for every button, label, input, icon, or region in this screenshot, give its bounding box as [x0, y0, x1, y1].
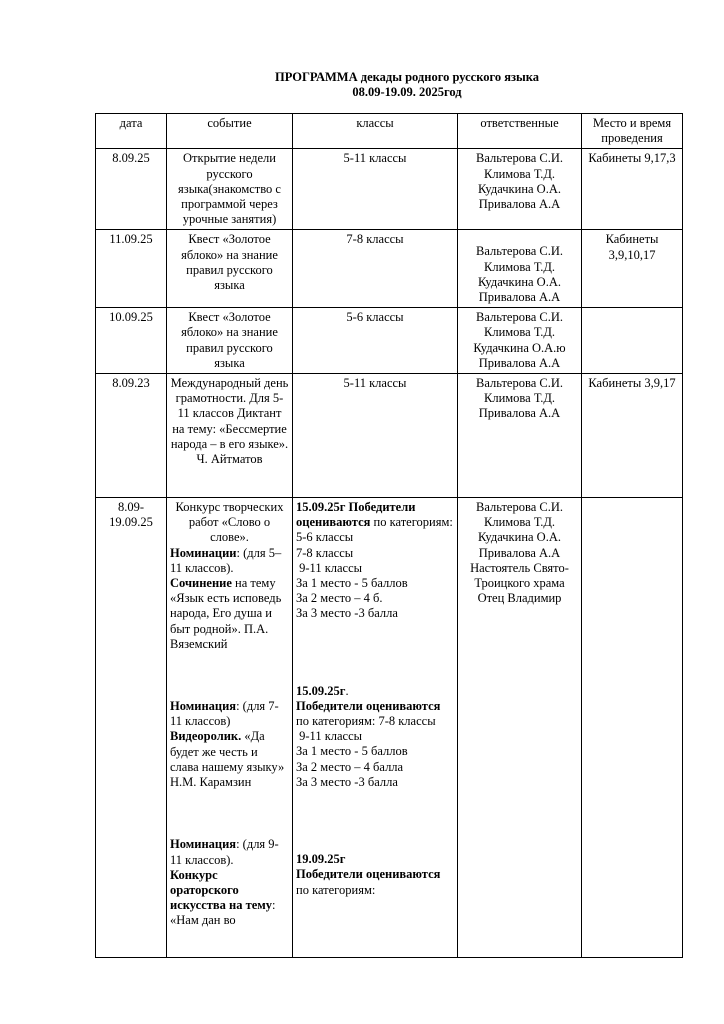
oratory-label: Конкурс ораторского искусства на тему	[170, 867, 273, 913]
responsible-person: Привалова А.А	[478, 197, 561, 212]
row-classes: 5-11 классы	[293, 374, 458, 498]
table-row	[96, 149, 683, 230]
category-line: 7-8 классы	[296, 545, 354, 560]
nomination-essay: Номинации: (для 5–11 классов).	[170, 545, 282, 575]
row-place	[582, 308, 683, 374]
row-classes: 5-11 классы	[293, 149, 458, 230]
category-line: За 2 место – 4 б.	[296, 591, 383, 606]
row-event: Квест «Золотое яблоко» на знание правил русского языка	[167, 230, 293, 308]
row-responsible	[458, 374, 582, 498]
category-line: За 3 место -3 балла	[296, 606, 398, 621]
category-block-3-date: 19.09.25г	[296, 852, 346, 867]
essay-label: Сочинение	[170, 576, 232, 591]
table-header-row	[96, 114, 683, 149]
header-event: событие	[167, 114, 293, 149]
table-row	[96, 308, 683, 374]
category-line: За 2 место – 4 балла	[296, 759, 404, 774]
responsible-person: Климова Т.Д.	[484, 325, 555, 340]
responsible-person: Кудачкина О.А.	[478, 181, 561, 196]
header-responsible: ответственные	[458, 114, 582, 149]
table-row	[96, 230, 683, 308]
responsible-person: Привалова А.А	[478, 355, 561, 370]
row-responsible	[458, 149, 582, 230]
nomination-oratory: Номинация: (для 9-11 классов).	[170, 837, 279, 867]
row-place: Кабинеты 3,9,10,17	[582, 230, 683, 308]
contest-responsible	[458, 498, 582, 958]
row-date: 8.09.23	[96, 374, 167, 498]
responsible-person: Вальтерова С.И.	[476, 310, 563, 325]
row-date: 11.09.25	[96, 230, 167, 308]
responsible-person: Климова Т.Д.	[484, 259, 555, 274]
responsible-person: Кудачкина О.А.ю	[473, 340, 566, 355]
category-line: 9-11 классы	[296, 729, 363, 744]
row-event: Открытие недели русского языка(знакомство с программой через урочные занятия)	[167, 149, 293, 230]
row-event: Международный день грамотности. Для 5-11 классов Диктант на тему: «Бессмертие народа – в его языке». Ч. Айтматов	[167, 374, 293, 498]
contest-classes	[293, 498, 458, 958]
video-topic: Видеоролик. «Да будет же честь и слава нашему языку» Н.М. Карамзин	[170, 729, 285, 790]
header-date: дата	[96, 114, 167, 149]
category-line: За 1 место - 5 баллов	[296, 576, 408, 591]
row-date: 8.09.25	[96, 149, 167, 230]
category-line: 9-11 классы	[296, 560, 363, 575]
responsible-person: Кудачкина О.А.	[478, 274, 561, 289]
nomination-label: Номинация	[170, 837, 237, 852]
row-date: 10.09.25	[96, 308, 167, 374]
responsible-person: Климова Т.Д.	[484, 515, 555, 530]
responsible-person: Привалова А.А	[478, 290, 561, 305]
responsible-person: Климова Т.Д.	[484, 166, 555, 181]
row-responsible	[458, 308, 582, 374]
responsible-person: Отец Владимир	[477, 591, 562, 606]
category-block-2: Победители оцениваются по категориям: 7-8 классы	[296, 698, 441, 729]
responsible-person: Климова Т.Д.	[484, 391, 555, 406]
responsible-person: Привалова А.А	[478, 406, 561, 421]
header-place: Место и время проведения	[582, 114, 683, 149]
row-responsible	[458, 230, 582, 308]
responsible-person: Вальтерова С.И.	[476, 151, 563, 166]
document-title	[0, 70, 724, 100]
responsible-person: Привалова А.А	[478, 545, 561, 560]
category-line: За 3 место -3 балла	[296, 774, 398, 789]
responsible-person: Кудачкина О.А.	[478, 530, 561, 545]
category-block-3: Победители оцениваются по категориям:	[296, 867, 441, 897]
oratory-topic: Конкурс ораторского искусства на тему: «Нам дан во	[170, 867, 276, 928]
nomination-label: Номинации	[170, 545, 237, 560]
responsible-person: Вальтерова С.И.	[476, 244, 563, 259]
contest-event	[167, 498, 293, 958]
responsible-person: Вальтерова С.И.	[476, 376, 563, 391]
program-table	[95, 113, 683, 958]
category-block-1: 15.09.25г Победители оцениваются по категориям:	[296, 500, 453, 530]
contest-date: 8.09-19.09.25	[96, 498, 167, 958]
essay-topic: Сочинение на тему «Язык есть исповедь народа, Его душа и быт родной». П.А. Вяземский	[170, 576, 282, 651]
title-line-2: 08.09-19.09. 2025год	[352, 85, 462, 99]
category-block-2-date: 15.09.25г.	[296, 683, 349, 698]
contest-intro: Конкурс творческих работ «Слово о слове».	[175, 500, 284, 545]
contest-place	[582, 498, 683, 958]
category-line: За 1 место - 5 баллов	[296, 744, 408, 759]
nomination-label: Номинация	[170, 699, 237, 714]
table-row-contest	[96, 498, 683, 958]
row-event: Квест «Золотое яблоко» на знание правил русского языка	[167, 308, 293, 374]
header-classes: классы	[293, 114, 458, 149]
category-line: 5-6 классы	[296, 530, 354, 545]
nomination-video: Номинация: (для 7-11 классов)	[170, 699, 279, 729]
title-line-1: ПРОГРАММА декады родного русского языка	[274, 70, 540, 84]
row-place: Кабинеты 3,9,17	[582, 374, 683, 498]
table-row	[96, 374, 683, 498]
video-label: Видеоролик.	[170, 729, 242, 744]
responsible-person: Вальтерова С.И.	[476, 500, 563, 515]
row-classes: 5-6 классы	[293, 308, 458, 374]
responsible-person: Настоятель Свято-Троицкого храма	[470, 560, 569, 591]
row-classes: 7-8 классы	[293, 230, 458, 308]
row-place: Кабинеты 9,17,3	[582, 149, 683, 230]
